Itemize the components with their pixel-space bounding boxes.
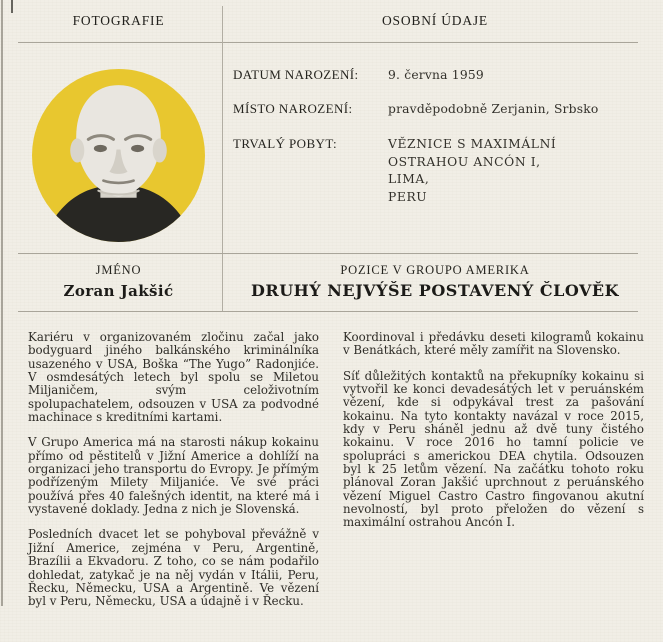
bio-left-column	[28, 331, 319, 609]
bio-paragraph: Kariéru v organizovaném zločinu začal jako bodyguard jiného balkánského kriminálníka usazeného v USA, Boška “The Yugo” Radonjiće. V osmdesátých letech byl spolu se Miletou Miljaničem, svým celoživotním spolupachatelem, odsouzen v USA za podvodné machinace s kreditními kartami.	[28, 330, 319, 425]
bio-paragraph: Koordinoval i předávku deseti kilogramů kokainu v Benátkách, které měly zamířit na Slovensko.	[343, 330, 644, 358]
top-corner-tick	[11, 0, 13, 13]
birth-date-label: DATUM NAROZENÍ:	[233, 67, 359, 82]
position-value: DRUHÝ NEJVÝŠE POSTAVENÝ ČLOVĚK	[251, 281, 619, 300]
name-label: JMÉNO	[95, 263, 142, 277]
header-rule	[18, 42, 638, 43]
name-band-top-rule	[18, 253, 638, 254]
birth-place-label: MÍSTO NAROZENÍ:	[233, 101, 353, 116]
bio-paragraph: Síť důležitých kontaktů na překupníky kokainu si vytvořil ke konci devadesátých let v peruánském vězení, kde si odpykával trest za pašování kokainu. Na tyto kontakty navázal v roce 2015, kdy v Peru sháněl jednu až dvě tuny čistého kokainu. V roce 2016 ho tamní policie ve spolupráci s americkou DEA chytila. Odsouzen byl k 25 letům vězení. Na začátku tohoto roku plánoval Zoran Jakšić uprchnout z peruánského vězení Miguel Castro Castro fingovanou akutní nevolností, byl proto přeložen do vězení s maximální ostrahou Ancón I.	[343, 368, 644, 530]
page-left-edge-line	[1, 0, 3, 606]
portrait-illustration	[32, 69, 205, 242]
personal-info-header: OSOBNÍ ÚDAJE	[382, 13, 488, 28]
suspect-portrait	[32, 69, 205, 242]
birth-place-value: pravděpodobně Zerjanin, Srbsko	[388, 102, 599, 116]
suspect-name: Zoran Jakšić	[63, 282, 174, 300]
residence-line-4: PERU	[388, 189, 428, 204]
name-band-bottom-rule	[18, 311, 638, 312]
residence-line-3: LIMA,	[388, 172, 430, 186]
bio-paragraph: V Grupo America má na starosti nákup kokainu přímo od pěstitelů v Jižní Americe a dohlíží na organizaci jeho transportu do Evropy. Je přímým podřízeným Milety Miljaniće. Ve své práci používá přes 40 falešných identit, na které má i vystavené doklady. Jedna z nich je Slovenská.	[28, 435, 319, 517]
residence-value	[388, 136, 648, 206]
residence-label: TRVALÝ POBYT:	[233, 136, 338, 151]
photo-section-header: FOTOGRAFIE	[72, 13, 165, 28]
position-label: POZICE V GROUPO AMERIKA	[340, 263, 530, 277]
bio-paragraph: Posledních dvacet let se pohyboval převážně v Jižní Americe, zejména v Peru, Argentině, Brazílii a Ekvadoru. Z toho, co se nám podařilo dohledat, zatykač je na něj vydán v Itálii, Peru, Řecku, Německu, USA a Argentině. Ve vězení byl v Peru, Německu, USA a údajně i v Řecku.	[28, 527, 319, 609]
residence-line-2: OSTRAHOU ANCÓN I,	[388, 154, 541, 169]
residence-line-1: VĚZNICE S MAXIMÁLNÍ	[388, 137, 557, 151]
bio-right-column	[343, 331, 644, 530]
birth-date-value: 9. června 1959	[388, 68, 484, 82]
